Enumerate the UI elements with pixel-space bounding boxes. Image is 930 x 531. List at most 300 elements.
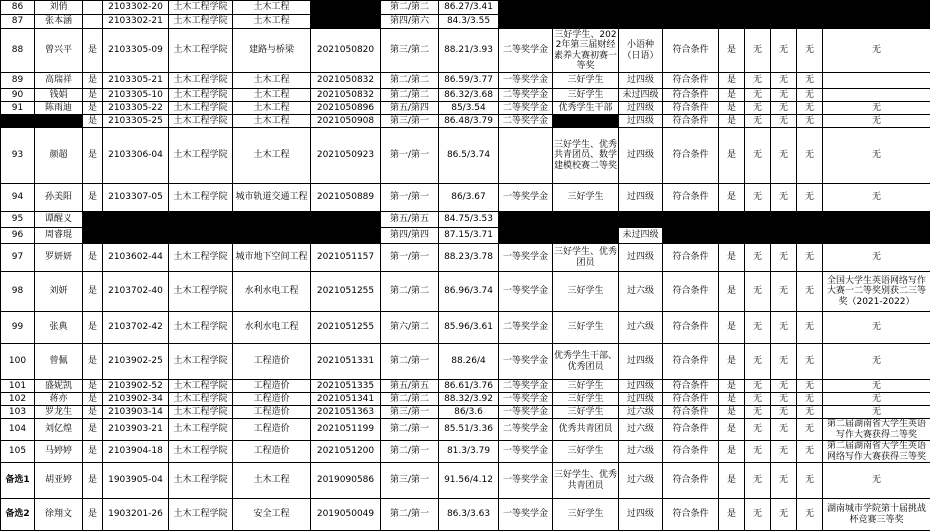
table-cell[interactable] bbox=[169, 228, 233, 244]
table-cell[interactable]: 2021051200 bbox=[311, 441, 381, 463]
table-cell[interactable]: 无 bbox=[745, 312, 771, 344]
table-cell[interactable]: 刘俏 bbox=[35, 1, 83, 15]
table-row[interactable] bbox=[1, 406, 930, 419]
table-cell[interactable]: 安全工程 bbox=[233, 499, 311, 531]
table-cell[interactable]: 颜超 bbox=[35, 128, 83, 184]
table-cell[interactable]: 是 bbox=[719, 463, 745, 499]
table-cell[interactable]: 是 bbox=[83, 393, 103, 406]
table-cell[interactable]: 第二/第二 bbox=[381, 89, 439, 102]
table-row[interactable] bbox=[1, 344, 930, 380]
table-cell[interactable]: 2103302-21 bbox=[103, 15, 169, 29]
table-row[interactable] bbox=[1, 312, 930, 344]
table-cell[interactable] bbox=[663, 1, 719, 15]
table-cell[interactable]: 土木工程学院 bbox=[169, 272, 233, 312]
table-cell[interactable]: 84.3/3.55 bbox=[439, 15, 499, 29]
table-cell[interactable]: 无 bbox=[745, 393, 771, 406]
table-cell[interactable]: 过四级 bbox=[619, 115, 663, 128]
table-cell[interactable]: 三好学生 bbox=[553, 380, 619, 393]
table-cell[interactable]: 二等奖学金 bbox=[499, 115, 553, 128]
table-row[interactable] bbox=[1, 128, 930, 184]
table-cell[interactable]: 土木工程学院 bbox=[169, 441, 233, 463]
table-cell[interactable]: 85/3.54 bbox=[439, 102, 499, 115]
table-cell[interactable]: 无 bbox=[771, 419, 797, 441]
table-cell[interactable]: 87 bbox=[1, 15, 35, 29]
table-row[interactable] bbox=[1, 463, 930, 499]
table-row[interactable] bbox=[1, 115, 930, 128]
table-cell[interactable]: 土木工程 bbox=[233, 102, 311, 115]
table-cell[interactable]: 第五/第四 bbox=[381, 102, 439, 115]
table-cell[interactable] bbox=[499, 128, 553, 184]
table-cell[interactable]: 87.15/3.71 bbox=[439, 228, 499, 244]
table-cell[interactable]: 101 bbox=[1, 380, 35, 393]
table-cell[interactable]: 过四级 bbox=[619, 73, 663, 89]
table-cell[interactable]: 85.96/3.61 bbox=[439, 312, 499, 344]
table-cell[interactable]: 是 bbox=[719, 393, 745, 406]
table-cell[interactable] bbox=[499, 1, 553, 15]
table-cell[interactable]: 无 bbox=[771, 89, 797, 102]
table-cell[interactable]: 土木工程学院 bbox=[169, 393, 233, 406]
table-cell[interactable]: 符合条件 bbox=[663, 344, 719, 380]
table-cell[interactable]: 95 bbox=[1, 212, 35, 228]
table-cell[interactable]: 86 bbox=[1, 1, 35, 15]
table-cell[interactable] bbox=[719, 212, 745, 228]
table-cell[interactable]: 符合条件 bbox=[663, 184, 719, 212]
table-cell[interactable]: 水利水电工程 bbox=[233, 272, 311, 312]
table-cell[interactable]: 第二/第一 bbox=[381, 344, 439, 380]
table-cell[interactable]: 三好学生 bbox=[553, 406, 619, 419]
table-row[interactable] bbox=[1, 89, 930, 102]
table-cell[interactable]: 2021051255 bbox=[311, 272, 381, 312]
table-cell[interactable]: 第二/第一 bbox=[381, 499, 439, 531]
table-cell[interactable]: 96 bbox=[1, 228, 35, 244]
table-cell[interactable]: 2103305-09 bbox=[103, 29, 169, 73]
table-cell[interactable]: 无 bbox=[771, 29, 797, 73]
table-row[interactable] bbox=[1, 184, 930, 212]
table-cell[interactable]: 二等奖学金 bbox=[499, 29, 553, 73]
table-cell[interactable]: 是 bbox=[83, 419, 103, 441]
table-cell[interactable]: 89 bbox=[1, 73, 35, 89]
table-cell[interactable]: 无 bbox=[797, 128, 823, 184]
table-cell[interactable]: 无 bbox=[745, 89, 771, 102]
table-cell[interactable]: 土木工程学院 bbox=[169, 29, 233, 73]
table-cell[interactable]: 无 bbox=[771, 344, 797, 380]
table-cell[interactable] bbox=[619, 15, 663, 29]
table-row[interactable] bbox=[1, 244, 930, 272]
table-cell[interactable]: 无 bbox=[745, 499, 771, 531]
table-row[interactable] bbox=[1, 102, 930, 115]
table-cell[interactable]: 2021050923 bbox=[311, 128, 381, 184]
table-cell[interactable]: 无 bbox=[771, 102, 797, 115]
table-cell[interactable]: 2021050889 bbox=[311, 184, 381, 212]
table-cell[interactable]: 过四级 bbox=[619, 499, 663, 531]
table-cell[interactable]: 三好学生 bbox=[553, 73, 619, 89]
table-cell[interactable] bbox=[35, 115, 83, 128]
table-cell[interactable]: 第三/第二 bbox=[381, 29, 439, 73]
table-cell[interactable]: 是 bbox=[719, 89, 745, 102]
table-cell[interactable]: 胡亚婷 bbox=[35, 463, 83, 499]
table-cell[interactable]: 无 bbox=[771, 463, 797, 499]
table-cell[interactable]: 过四级 bbox=[619, 380, 663, 393]
table-cell[interactable] bbox=[823, 15, 930, 29]
table-cell[interactable]: 土木工程 bbox=[233, 128, 311, 184]
table-cell[interactable]: 三好学生、优秀共青团员、数学建模校赛二等奖 bbox=[553, 128, 619, 184]
table-cell[interactable] bbox=[719, 15, 745, 29]
table-cell[interactable]: 过六级 bbox=[619, 441, 663, 463]
table-cell[interactable]: 无 bbox=[823, 393, 930, 406]
table-cell[interactable]: 2021051255 bbox=[311, 312, 381, 344]
table-cell[interactable]: 2103302-20 bbox=[103, 1, 169, 15]
table-cell[interactable]: 曾佩 bbox=[35, 344, 83, 380]
table-cell[interactable]: 第二届湖南省大学生英语写作大赛获得二等奖 bbox=[823, 419, 930, 441]
table-cell[interactable]: 全国大学生英语网络写作大赛一二等奖别获二三等奖（2021-2022） bbox=[823, 272, 930, 312]
table-cell[interactable]: 无 bbox=[745, 344, 771, 380]
table-cell[interactable] bbox=[311, 212, 381, 228]
table-cell[interactable]: 2103903-21 bbox=[103, 419, 169, 441]
table-cell[interactable]: 过六级 bbox=[619, 272, 663, 312]
table-cell[interactable]: 2103902-34 bbox=[103, 393, 169, 406]
table-cell[interactable]: 88.32/3.92 bbox=[439, 393, 499, 406]
table-cell[interactable] bbox=[499, 212, 553, 228]
table-cell[interactable]: 是 bbox=[83, 272, 103, 312]
table-cell[interactable]: 是 bbox=[83, 406, 103, 419]
table-cell[interactable]: 86.32/3.68 bbox=[439, 89, 499, 102]
table-row[interactable] bbox=[1, 419, 930, 441]
table-cell[interactable]: 城市轨道交通工程 bbox=[233, 184, 311, 212]
table-cell[interactable] bbox=[663, 228, 719, 244]
table-row[interactable] bbox=[1, 393, 930, 406]
table-cell[interactable]: 工程造价 bbox=[233, 344, 311, 380]
table-cell[interactable]: 徐翔文 bbox=[35, 499, 83, 531]
table-cell[interactable]: 86.48/3.79 bbox=[439, 115, 499, 128]
table-cell[interactable]: 2103903-14 bbox=[103, 406, 169, 419]
table-cell[interactable]: 是 bbox=[83, 73, 103, 89]
table-cell[interactable]: 二等奖学金 bbox=[499, 312, 553, 344]
table-cell[interactable]: 是 bbox=[719, 184, 745, 212]
table-cell[interactable]: 81.3/3.79 bbox=[439, 441, 499, 463]
table-cell[interactable] bbox=[771, 1, 797, 15]
table-cell[interactable]: 土木工程 bbox=[233, 15, 311, 29]
table-cell[interactable]: 符合条件 bbox=[663, 29, 719, 73]
table-cell[interactable]: 无 bbox=[797, 29, 823, 73]
table-cell[interactable]: 土木工程学院 bbox=[169, 73, 233, 89]
table-cell[interactable]: 84.75/3.53 bbox=[439, 212, 499, 228]
table-cell[interactable]: 符合条件 bbox=[663, 128, 719, 184]
table-cell[interactable] bbox=[619, 212, 663, 228]
table-row[interactable] bbox=[1, 29, 930, 73]
table-cell[interactable]: 符合条件 bbox=[663, 463, 719, 499]
table-cell[interactable]: 是 bbox=[719, 115, 745, 128]
table-cell[interactable]: 2021050832 bbox=[311, 89, 381, 102]
table-cell[interactable]: 第四/第四 bbox=[381, 228, 439, 244]
table-cell[interactable]: 三好学生 bbox=[553, 272, 619, 312]
table-cell[interactable] bbox=[83, 15, 103, 29]
table-cell[interactable]: 谭醒义 bbox=[35, 212, 83, 228]
table-cell[interactable]: 过六级 bbox=[619, 419, 663, 441]
table-cell[interactable]: 无 bbox=[771, 380, 797, 393]
table-cell[interactable]: 第六/第二 bbox=[381, 312, 439, 344]
table-cell[interactable]: 无 bbox=[745, 115, 771, 128]
table-cell[interactable]: 三好学生 bbox=[553, 184, 619, 212]
table-cell[interactable]: 第一/第一 bbox=[381, 184, 439, 212]
table-row[interactable] bbox=[1, 228, 930, 244]
table-cell[interactable]: 是 bbox=[83, 89, 103, 102]
table-cell[interactable]: 是 bbox=[83, 244, 103, 272]
table-cell[interactable]: 过六级 bbox=[619, 406, 663, 419]
table-cell[interactable]: 2103902-52 bbox=[103, 380, 169, 393]
table-cell[interactable]: 符合条件 bbox=[663, 244, 719, 272]
table-cell[interactable] bbox=[83, 1, 103, 15]
table-row[interactable] bbox=[1, 499, 930, 531]
table-cell[interactable]: 97 bbox=[1, 244, 35, 272]
table-cell[interactable]: 88.23/3.78 bbox=[439, 244, 499, 272]
table-cell[interactable]: 93 bbox=[1, 128, 35, 184]
table-cell[interactable]: 过四级 bbox=[619, 344, 663, 380]
table-cell[interactable]: 三好学生 bbox=[553, 393, 619, 406]
table-cell[interactable]: 土木工程学院 bbox=[169, 499, 233, 531]
table-cell[interactable] bbox=[745, 228, 771, 244]
table-cell[interactable]: 工程造价 bbox=[233, 393, 311, 406]
table-cell[interactable]: 周睿琨 bbox=[35, 228, 83, 244]
table-cell[interactable]: 土木工程学院 bbox=[169, 15, 233, 29]
table-cell[interactable]: 孙美阳 bbox=[35, 184, 83, 212]
table-cell[interactable]: 2103904-18 bbox=[103, 441, 169, 463]
table-cell[interactable]: 未过四级 bbox=[619, 228, 663, 244]
table-row[interactable] bbox=[1, 272, 930, 312]
table-cell[interactable] bbox=[553, 115, 619, 128]
table-cell[interactable]: 2021051157 bbox=[311, 244, 381, 272]
table-cell[interactable]: 土木工程 bbox=[233, 73, 311, 89]
table-cell[interactable]: 无 bbox=[823, 115, 930, 128]
table-cell[interactable]: 2021050820 bbox=[311, 29, 381, 73]
table-cell[interactable]: 2021051199 bbox=[311, 419, 381, 441]
table-cell[interactable]: 无 bbox=[771, 272, 797, 312]
table-cell[interactable]: 土木工程 bbox=[233, 463, 311, 499]
table-cell[interactable]: 86.3/3.63 bbox=[439, 499, 499, 531]
table-cell[interactable]: 无 bbox=[797, 312, 823, 344]
table-cell[interactable]: 土木工程学院 bbox=[169, 406, 233, 419]
table-cell[interactable]: 一等奖学金 bbox=[499, 441, 553, 463]
table-cell[interactable]: 第二/第二 bbox=[381, 272, 439, 312]
table-cell[interactable]: 一等奖学金 bbox=[499, 73, 553, 89]
table-cell[interactable]: 2021051331 bbox=[311, 344, 381, 380]
table-cell[interactable]: 无 bbox=[745, 441, 771, 463]
table-cell[interactable]: 无 bbox=[797, 344, 823, 380]
table-cell[interactable] bbox=[719, 1, 745, 15]
table-cell[interactable]: 第二/第二 bbox=[381, 393, 439, 406]
table-cell[interactable]: 无 bbox=[771, 499, 797, 531]
table-cell[interactable] bbox=[83, 228, 103, 244]
table-cell[interactable] bbox=[719, 228, 745, 244]
table-cell[interactable]: 小语种（日语） bbox=[619, 29, 663, 73]
table-cell[interactable] bbox=[553, 15, 619, 29]
table-cell[interactable]: 1903905-04 bbox=[103, 463, 169, 499]
table-cell[interactable]: 无 bbox=[771, 244, 797, 272]
table-cell[interactable]: 湖南城市学院第十届挑战杯竞赛三等奖 bbox=[823, 499, 930, 531]
table-cell[interactable] bbox=[499, 228, 553, 244]
table-cell[interactable]: 是 bbox=[719, 73, 745, 89]
table-cell[interactable]: 103 bbox=[1, 406, 35, 419]
table-cell[interactable]: 土木工程学院 bbox=[169, 244, 233, 272]
table-cell[interactable]: 是 bbox=[83, 380, 103, 393]
table-cell[interactable]: 张本涵 bbox=[35, 15, 83, 29]
table-cell[interactable]: 无 bbox=[745, 73, 771, 89]
table-cell[interactable] bbox=[797, 212, 823, 228]
table-cell[interactable]: 90 bbox=[1, 89, 35, 102]
table-cell[interactable] bbox=[823, 73, 930, 89]
table-cell[interactable]: 2021050908 bbox=[311, 115, 381, 128]
table-cell[interactable] bbox=[771, 212, 797, 228]
table-cell[interactable]: 第一/第一 bbox=[381, 128, 439, 184]
table-cell[interactable] bbox=[771, 15, 797, 29]
table-cell[interactable]: 86/3.67 bbox=[439, 184, 499, 212]
table-row[interactable] bbox=[1, 15, 930, 29]
table-cell[interactable]: 104 bbox=[1, 419, 35, 441]
table-cell[interactable]: 是 bbox=[83, 184, 103, 212]
table-cell[interactable]: 99 bbox=[1, 312, 35, 344]
table-cell[interactable]: 二等奖学金 bbox=[499, 419, 553, 441]
table-cell[interactable]: 91.56/4.12 bbox=[439, 463, 499, 499]
table-cell[interactable]: 无 bbox=[823, 128, 930, 184]
table-cell[interactable]: 高瑞祥 bbox=[35, 73, 83, 89]
table-cell[interactable]: 优秀学生干部、优秀团员 bbox=[553, 344, 619, 380]
table-cell[interactable]: 符合条件 bbox=[663, 419, 719, 441]
table-cell[interactable]: 无 bbox=[797, 441, 823, 463]
table-cell[interactable]: 罗妍妍 bbox=[35, 244, 83, 272]
table-cell[interactable]: 94 bbox=[1, 184, 35, 212]
table-cell[interactable]: 无 bbox=[771, 393, 797, 406]
table-cell[interactable]: 100 bbox=[1, 344, 35, 380]
table-cell[interactable]: 三好学生 bbox=[553, 312, 619, 344]
table-cell[interactable]: 无 bbox=[797, 419, 823, 441]
table-cell[interactable]: 无 bbox=[745, 419, 771, 441]
table-cell[interactable] bbox=[663, 15, 719, 29]
table-cell[interactable]: 无 bbox=[745, 184, 771, 212]
table-cell[interactable]: 2019090586 bbox=[311, 463, 381, 499]
table-cell[interactable]: 过四级 bbox=[619, 244, 663, 272]
table-cell[interactable]: 1903201-26 bbox=[103, 499, 169, 531]
table-cell[interactable]: 无 bbox=[797, 184, 823, 212]
table-cell[interactable]: 工程造价 bbox=[233, 380, 311, 393]
table-cell[interactable]: 86.27/3.41 bbox=[439, 1, 499, 15]
table-cell[interactable]: 是 bbox=[719, 272, 745, 312]
table-cell[interactable]: 马婷婷 bbox=[35, 441, 83, 463]
table-cell[interactable]: 无 bbox=[771, 441, 797, 463]
table-cell[interactable]: 土木工程学院 bbox=[169, 419, 233, 441]
table-cell[interactable]: 三好学生 bbox=[553, 499, 619, 531]
table-cell[interactable]: 85.51/3.36 bbox=[439, 419, 499, 441]
table-cell[interactable] bbox=[771, 228, 797, 244]
table-cell[interactable]: 86.61/3.76 bbox=[439, 380, 499, 393]
table-cell[interactable]: 土木工程学院 bbox=[169, 1, 233, 15]
table-cell[interactable] bbox=[311, 228, 381, 244]
table-cell[interactable]: 无 bbox=[797, 115, 823, 128]
table-cell[interactable] bbox=[619, 1, 663, 15]
table-cell[interactable]: 是 bbox=[83, 128, 103, 184]
table-row[interactable] bbox=[1, 212, 930, 228]
table-cell[interactable]: 91 bbox=[1, 102, 35, 115]
table-cell[interactable]: 第四/第六 bbox=[381, 15, 439, 29]
table-cell[interactable] bbox=[103, 228, 169, 244]
table-cell[interactable] bbox=[823, 1, 930, 15]
table-cell[interactable]: 符合条件 bbox=[663, 272, 719, 312]
table-cell[interactable]: 符合条件 bbox=[663, 312, 719, 344]
table-cell[interactable]: 工程造价 bbox=[233, 406, 311, 419]
table-cell[interactable]: 过六级 bbox=[619, 463, 663, 499]
table-cell[interactable]: 第二/第一 bbox=[381, 419, 439, 441]
table-cell[interactable]: 是 bbox=[719, 380, 745, 393]
table-cell[interactable]: 过四级 bbox=[619, 128, 663, 184]
table-cell[interactable]: 2103702-40 bbox=[103, 272, 169, 312]
table-cell[interactable]: 蒋亦 bbox=[35, 393, 83, 406]
table-cell[interactable]: 92 bbox=[1, 115, 35, 128]
table-cell[interactable]: 无 bbox=[797, 272, 823, 312]
table-cell[interactable]: 工程造价 bbox=[233, 419, 311, 441]
table-cell[interactable]: 无 bbox=[823, 406, 930, 419]
table-cell[interactable]: 三好学生、2022年第三届财经素养大赛初赛一等奖 bbox=[553, 29, 619, 73]
table-cell[interactable]: 2103902-25 bbox=[103, 344, 169, 380]
table-cell[interactable]: 无 bbox=[771, 312, 797, 344]
table-cell[interactable]: 土木工程学院 bbox=[169, 463, 233, 499]
table-cell[interactable]: 过四级 bbox=[619, 393, 663, 406]
table-cell[interactable]: 无 bbox=[771, 128, 797, 184]
table-cell[interactable]: 三好学生、优秀共青团员 bbox=[553, 463, 619, 499]
table-cell[interactable]: 二等奖学金 bbox=[499, 380, 553, 393]
table-cell[interactable]: 一等奖学金 bbox=[499, 499, 553, 531]
table-cell[interactable]: 2103306-04 bbox=[103, 128, 169, 184]
table-cell[interactable]: 土木工程学院 bbox=[169, 128, 233, 184]
table-cell[interactable] bbox=[499, 15, 553, 29]
table-cell[interactable]: 一等奖学金 bbox=[499, 244, 553, 272]
table-cell[interactable]: 过六级 bbox=[619, 312, 663, 344]
table-cell[interactable]: 第五/第五 bbox=[381, 380, 439, 393]
table-cell[interactable]: 二等奖学金 bbox=[499, 89, 553, 102]
table-cell[interactable] bbox=[233, 212, 311, 228]
table-cell[interactable] bbox=[103, 212, 169, 228]
table-row[interactable] bbox=[1, 441, 930, 463]
table-cell[interactable]: 是 bbox=[719, 419, 745, 441]
table-cell[interactable]: 86.59/3.77 bbox=[439, 73, 499, 89]
table-cell[interactable]: 是 bbox=[719, 128, 745, 184]
table-cell[interactable]: 88.26/4 bbox=[439, 344, 499, 380]
table-cell[interactable]: 无 bbox=[823, 102, 930, 115]
table-cell[interactable]: 无 bbox=[823, 380, 930, 393]
table-cell[interactable]: 是 bbox=[83, 499, 103, 531]
table-cell[interactable]: 三好学生 bbox=[553, 89, 619, 102]
table-cell[interactable]: 刘亿煌 bbox=[35, 419, 83, 441]
table-cell[interactable]: 未过四级 bbox=[619, 89, 663, 102]
table-cell[interactable]: 是 bbox=[83, 344, 103, 380]
table-cell[interactable] bbox=[745, 15, 771, 29]
table-cell[interactable]: 钱娟 bbox=[35, 89, 83, 102]
table-cell[interactable]: 土木工程学院 bbox=[169, 115, 233, 128]
table-cell[interactable]: 是 bbox=[83, 102, 103, 115]
table-cell[interactable]: 备选1 bbox=[1, 463, 35, 499]
table-cell[interactable]: 无 bbox=[823, 184, 930, 212]
table-cell[interactable]: 是 bbox=[719, 441, 745, 463]
table-cell[interactable]: 第五/第五 bbox=[381, 212, 439, 228]
table-cell[interactable]: 无 bbox=[745, 272, 771, 312]
table-cell[interactable]: 三好学生、优秀团员 bbox=[553, 244, 619, 272]
table-cell[interactable] bbox=[797, 15, 823, 29]
table-cell[interactable]: 102 bbox=[1, 393, 35, 406]
table-cell[interactable]: 88 bbox=[1, 29, 35, 73]
table-cell[interactable]: 第三/第一 bbox=[381, 463, 439, 499]
table-cell[interactable] bbox=[797, 228, 823, 244]
table-cell[interactable]: 无 bbox=[771, 73, 797, 89]
table-cell[interactable]: 88.21/3.93 bbox=[439, 29, 499, 73]
table-cell[interactable]: 2021051363 bbox=[311, 406, 381, 419]
table-cell[interactable]: 无 bbox=[797, 73, 823, 89]
